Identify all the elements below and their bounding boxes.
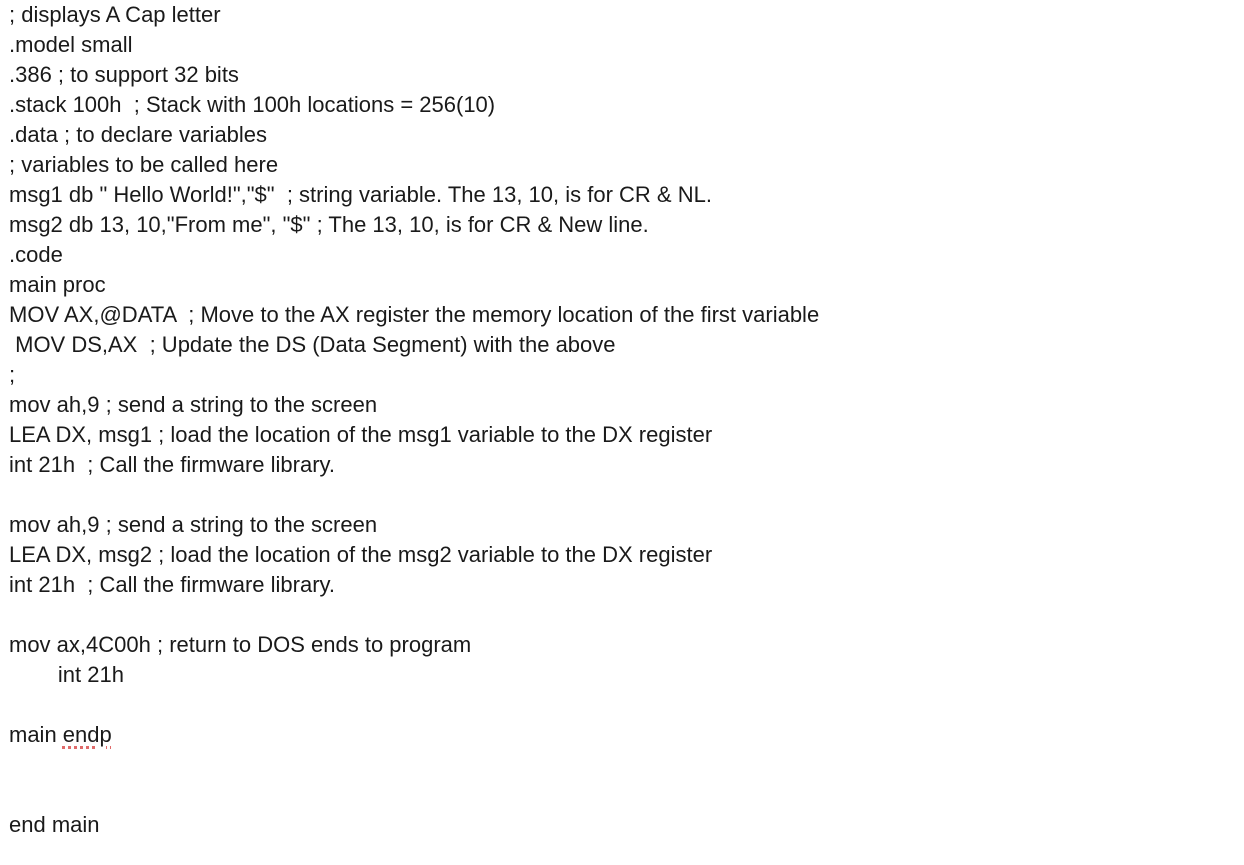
code-line-15: LEA DX, msg1 ; load the location of the msg1 variable to the DX register bbox=[9, 422, 713, 447]
code-line-6: ; variables to be called here bbox=[9, 152, 279, 177]
code-line-2: .model small bbox=[9, 32, 133, 57]
code-line-3: .386 ; to support 32 bits bbox=[9, 62, 239, 87]
code-line-25-text: main bbox=[9, 722, 63, 747]
code-line-5: .data ; to declare variables bbox=[9, 122, 268, 147]
code-line-1: ; displays A Cap letter bbox=[9, 2, 221, 27]
code-line-4: .stack 100h ; Stack with 100h locations = 256(10) bbox=[9, 92, 496, 117]
code-line-12: MOV DS,AX ; Update the DS (Data Segment) with the above bbox=[9, 332, 616, 357]
code-line-16: int 21h ; Call the firmware library. bbox=[9, 452, 336, 477]
code-line-28: end main bbox=[9, 812, 100, 837]
code-line-19: LEA DX, msg2 ; load the location of the msg2 variable to the DX register bbox=[9, 542, 713, 567]
code-line-21 bbox=[9, 600, 1244, 630]
code-line-22: mov ax,4C00h ; return to DOS ends to program bbox=[9, 632, 472, 657]
code-line-25 bbox=[9, 720, 1244, 750]
code-line-10: main proc bbox=[9, 272, 106, 297]
code-line-8: msg2 db 13, 10,"From me", "$" ; The 13, 10, is for CR & New line. bbox=[9, 212, 649, 237]
code-line-26 bbox=[9, 750, 1244, 780]
code-line-18: mov ah,9 ; send a string to the screen bbox=[9, 512, 378, 537]
code-line-24 bbox=[9, 690, 1244, 720]
code-line-11: MOV AX,@DATA ; Move to the AX register the memory location of the first variable bbox=[9, 302, 820, 327]
code-line-17 bbox=[9, 480, 1244, 510]
code-line-13: ; bbox=[9, 362, 16, 387]
code-line-23: int 21h bbox=[9, 662, 124, 687]
code-line-20: int 21h ; Call the firmware library. bbox=[9, 572, 336, 597]
code-line-7: msg1 db " Hello World!","$" ; string variable. The 13, 10, is for CR & NL. bbox=[9, 182, 712, 207]
code-line-9: .code bbox=[9, 242, 63, 267]
code-line-27 bbox=[9, 780, 1244, 810]
misspelled-word[interactable]: endp bbox=[62, 722, 112, 747]
code-line-14: mov ah,9 ; send a string to the screen bbox=[9, 392, 378, 417]
